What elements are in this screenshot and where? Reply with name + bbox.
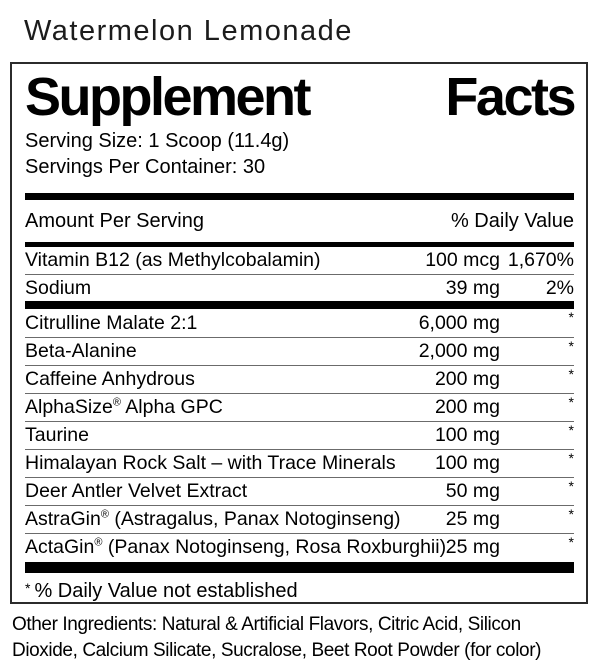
ingredient-row: [25, 393, 574, 421]
ingredient-amount: 39 mg: [445, 276, 500, 299]
supplement-facts-panel: [10, 62, 588, 604]
ingredient-row: [25, 274, 574, 301]
ingredient-name: ActaGin® (Panax Notoginseng, Rosa Roxburghii): [25, 536, 447, 558]
serving-size: Serving Size: 1 Scoop (11.4g): [25, 130, 290, 152]
ingredient-row: [25, 421, 574, 449]
daily-value-asterisk: *: [568, 505, 574, 522]
daily-value-percent: 2%: [545, 276, 574, 299]
daily-value-asterisk: *: [568, 337, 574, 354]
other-ingredients-line-1: Other Ingredients: Natural & Artificial Flavors, Citric Acid, Silicon: [12, 614, 521, 635]
panel-title: [25, 68, 574, 126]
registered-trademark-symbol: ®: [94, 536, 103, 549]
daily-value-percent: 1,670%: [507, 249, 574, 271]
other-ingredients-line-2: Dioxide, Calcium Silicate, Sucralose, Beet Root Powder (for color): [12, 640, 542, 661]
ingredient-amount: 100 mg: [434, 424, 500, 446]
panel-title-word-facts: Facts: [445, 67, 574, 127]
ingredient-amount: 200 mg: [434, 368, 500, 390]
ingredient-row: [25, 477, 574, 505]
divider-bar-thick: [25, 193, 574, 200]
ingredient-row: [25, 449, 574, 477]
ingredient-amount: 200 mg: [434, 396, 500, 418]
ingredient-amount: 100 mcg: [425, 249, 500, 271]
daily-value-asterisk: *: [568, 449, 574, 466]
ingredient-row: [25, 365, 574, 393]
ingredient-amount: 100 mg: [434, 452, 500, 474]
column-header-row: [25, 200, 574, 242]
daily-value-footnote: [25, 573, 574, 604]
daily-value-asterisk: *: [568, 393, 574, 410]
daily-value-asterisk: *: [568, 365, 574, 382]
ingredient-amount: 25 mg: [445, 536, 500, 558]
ingredient-name: Sodium: [25, 276, 92, 299]
daily-value-rows: [25, 247, 574, 301]
ingredient-name: Taurine: [25, 424, 89, 446]
footnote-asterisk: *: [25, 580, 31, 596]
servings-per-container: Servings Per Container: 30: [25, 156, 266, 178]
other-ingredients: [12, 612, 600, 664]
divider-bar-thick: [25, 301, 574, 309]
ingredient-name: Deer Antler Velvet Extract: [25, 480, 248, 502]
divider-bar-footer: [25, 562, 574, 573]
ingredient-rows: [25, 309, 574, 561]
ingredient-row: [25, 337, 574, 365]
ingredient-row: [25, 505, 574, 533]
daily-value-asterisk: *: [568, 533, 574, 550]
ingredient-name: Caffeine Anhydrous: [25, 368, 195, 390]
daily-value-label: % Daily Value: [450, 209, 574, 232]
ingredient-row: [25, 533, 574, 561]
ingredient-name: AstraGin® (Astragalus, Panax Notoginseng): [25, 508, 401, 530]
ingredient-name: Himalayan Rock Salt – with Trace Minerals: [25, 452, 396, 474]
ingredient-amount: 50 mg: [445, 480, 500, 502]
registered-trademark-symbol: ®: [100, 508, 109, 521]
ingredient-name: Citrulline Malate 2:1: [25, 311, 198, 334]
ingredient-amount: 25 mg: [445, 508, 500, 530]
ingredient-row: [25, 247, 574, 274]
ingredient-name: Vitamin B12 (as Methylcobalamin): [25, 249, 321, 271]
daily-value-asterisk: *: [568, 421, 574, 438]
daily-value-asterisk: *: [568, 309, 574, 325]
daily-value-asterisk: *: [568, 477, 574, 494]
ingredient-name: AlphaSize® Alpha GPC: [25, 396, 223, 418]
ingredient-amount: 6,000 mg: [418, 311, 500, 334]
ingredient-amount: 2,000 mg: [418, 340, 500, 362]
ingredient-row: [25, 309, 574, 337]
ingredient-name: Beta-Alanine: [25, 340, 137, 362]
flavor-title: Watermelon Lemonade: [24, 15, 353, 47]
panel-title-word-supplement: Supplement: [25, 67, 310, 127]
registered-trademark-symbol: ®: [112, 396, 121, 409]
footnote-text: % Daily Value not established: [34, 580, 298, 602]
amount-per-serving-label: Amount Per Serving: [25, 209, 204, 232]
